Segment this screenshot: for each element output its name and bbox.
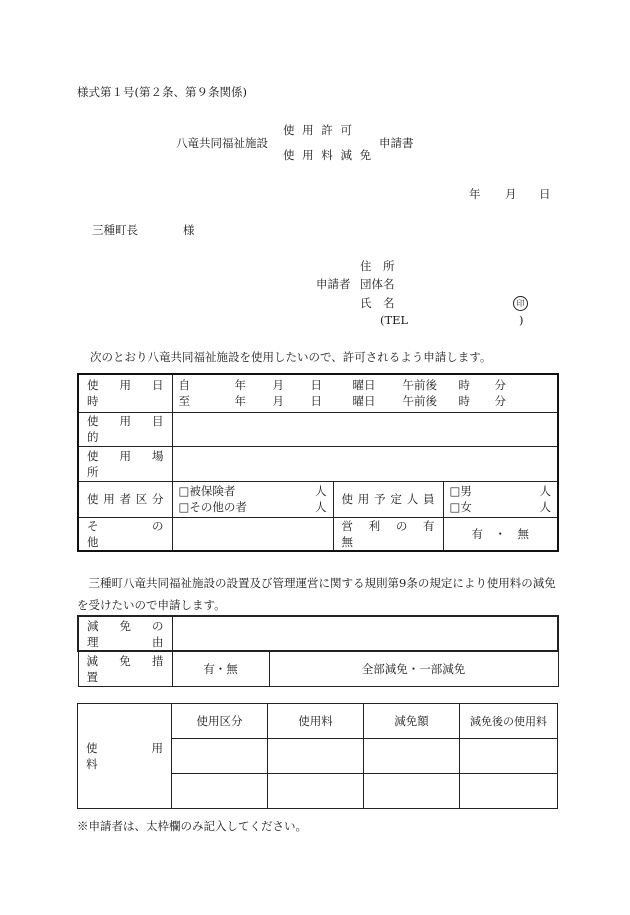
title-option-reduction: 使 用 料 減 免 <box>283 148 374 162</box>
to-month: 月 <box>272 394 284 409</box>
other-field[interactable] <box>172 517 333 551</box>
female-line <box>450 499 552 515</box>
from-day: 日 <box>310 378 322 393</box>
to-day: 日 <box>310 394 322 409</box>
reduction-text: 三種町八竜共同福祉施設の設置及び管理運営に関する規則第9条の規定により使用料の減免を受けたいので申請します。 <box>77 576 556 612</box>
to-label: 至 <box>178 394 190 409</box>
tel-open: (TEL <box>380 313 409 327</box>
female-checkbox[interactable]: □女 <box>449 500 472 514</box>
male-checkbox[interactable]: □男 <box>449 484 472 498</box>
from-minute: 分 <box>494 378 506 393</box>
fee-cell <box>460 739 558 774</box>
usage-purpose-label: 使 用 目 的 <box>78 412 172 446</box>
title-facility: 八竜共同福祉施設 <box>176 136 268 150</box>
profit-label: 営 利 の 有 無 <box>333 517 443 551</box>
insured-checkbox[interactable]: □被保険者 <box>178 484 236 498</box>
female-unit: 人 <box>539 500 552 514</box>
seal-mark: 印 <box>513 296 528 311</box>
reduction-reason-field[interactable] <box>172 616 558 651</box>
title-option-permit: 使 用 許 可 <box>283 123 354 137</box>
datetime-from <box>179 377 552 393</box>
usage-purpose-row <box>78 412 558 446</box>
date-year-label: 年 <box>469 187 481 201</box>
from-year: 年 <box>234 378 246 393</box>
reduction-measure-scope: 全部減免・一部減免 <box>269 651 558 686</box>
male-line <box>450 483 552 499</box>
usage-datetime-cell[interactable] <box>172 374 558 412</box>
insured-unit: 人 <box>315 484 327 498</box>
others-unit: 人 <box>315 500 327 514</box>
reduction-reason-label: 減 免 の 理 由 <box>78 616 172 651</box>
others-checkbox[interactable]: □その他の者 <box>178 500 247 514</box>
fee-label: 使 用 料 <box>78 704 172 809</box>
reduction-table <box>77 615 559 687</box>
to-year: 年 <box>234 394 246 409</box>
insured-line <box>179 483 327 499</box>
applicant-label: 申請者 <box>316 277 351 291</box>
footnote: ※申請者は、太枠欄のみ記入してください。 <box>77 819 307 833</box>
male-unit: 人 <box>539 484 552 498</box>
title-suffix: 申請書 <box>379 136 414 150</box>
fee-cell <box>364 739 460 774</box>
fee-header-reduction: 減免額 <box>364 704 460 739</box>
usage-place-field[interactable] <box>172 446 558 481</box>
applicant-name-label: 氏 名 <box>360 296 395 310</box>
usage-purpose-field[interactable] <box>172 412 558 446</box>
planned-users-label: 使 用 予 定 人 員 <box>333 481 443 517</box>
intro-text: 次のとおり八竜共同福祉施設を使用したいので、許可されるよう申請します。 <box>90 350 492 364</box>
from-ampm: 午前後 <box>402 378 437 393</box>
applicant-address-label: 住 所 <box>360 259 395 273</box>
from-month: 月 <box>272 378 284 393</box>
user-category-cell[interactable] <box>172 481 333 517</box>
fee-table <box>77 703 558 809</box>
addressee-honorific: 様 <box>183 223 195 237</box>
reduction-measure-value: 有・無 <box>172 651 269 686</box>
reduction-measure-row <box>78 651 558 686</box>
to-hour: 時 <box>458 394 470 409</box>
fee-header-row <box>78 704 558 739</box>
fee-cell <box>460 774 558 809</box>
usage-datetime-label: 使 用 日 時 <box>78 374 172 412</box>
planned-users-cell[interactable] <box>443 481 558 517</box>
from-weekday: 曜日 <box>352 378 376 393</box>
usage-table <box>77 373 559 552</box>
to-minute: 分 <box>494 394 506 409</box>
fee-header-after: 減免後の使用料 <box>460 704 558 739</box>
user-category-row <box>78 481 558 517</box>
reduction-reason-row <box>78 616 558 651</box>
tel-close: ) <box>519 313 524 327</box>
usage-place-row <box>78 446 558 481</box>
date-day-label: 日 <box>539 187 551 201</box>
addressee-name: 三種町長 <box>92 223 138 237</box>
fee-cell <box>172 774 268 809</box>
datetime-to <box>179 393 552 409</box>
fee-cell <box>268 739 364 774</box>
date-month-label: 月 <box>505 187 517 201</box>
fee-header-fee: 使用料 <box>268 704 364 739</box>
fee-cell <box>364 774 460 809</box>
form-number: 様式第１号(第２条、第９条関係) <box>77 85 247 99</box>
usage-place-label: 使 用 場 所 <box>78 446 172 481</box>
others-line <box>179 499 327 515</box>
other-row <box>78 517 558 551</box>
user-category-label: 使用者区分 <box>78 481 172 517</box>
other-label: そ の 他 <box>78 517 172 551</box>
applicant-group-label: 団体名 <box>360 277 395 291</box>
from-hour: 時 <box>458 378 470 393</box>
reduction-measure-label: 減 免 措 置 <box>78 651 172 686</box>
from-label: 自 <box>178 378 190 393</box>
fee-header-category: 使用区分 <box>172 704 268 739</box>
seal-icon <box>513 295 528 311</box>
fee-cell <box>268 774 364 809</box>
to-ampm: 午前後 <box>402 394 437 409</box>
to-weekday: 曜日 <box>352 394 376 409</box>
profit-value[interactable]: 有 ・ 無 <box>443 517 558 551</box>
usage-datetime-row <box>78 374 558 412</box>
